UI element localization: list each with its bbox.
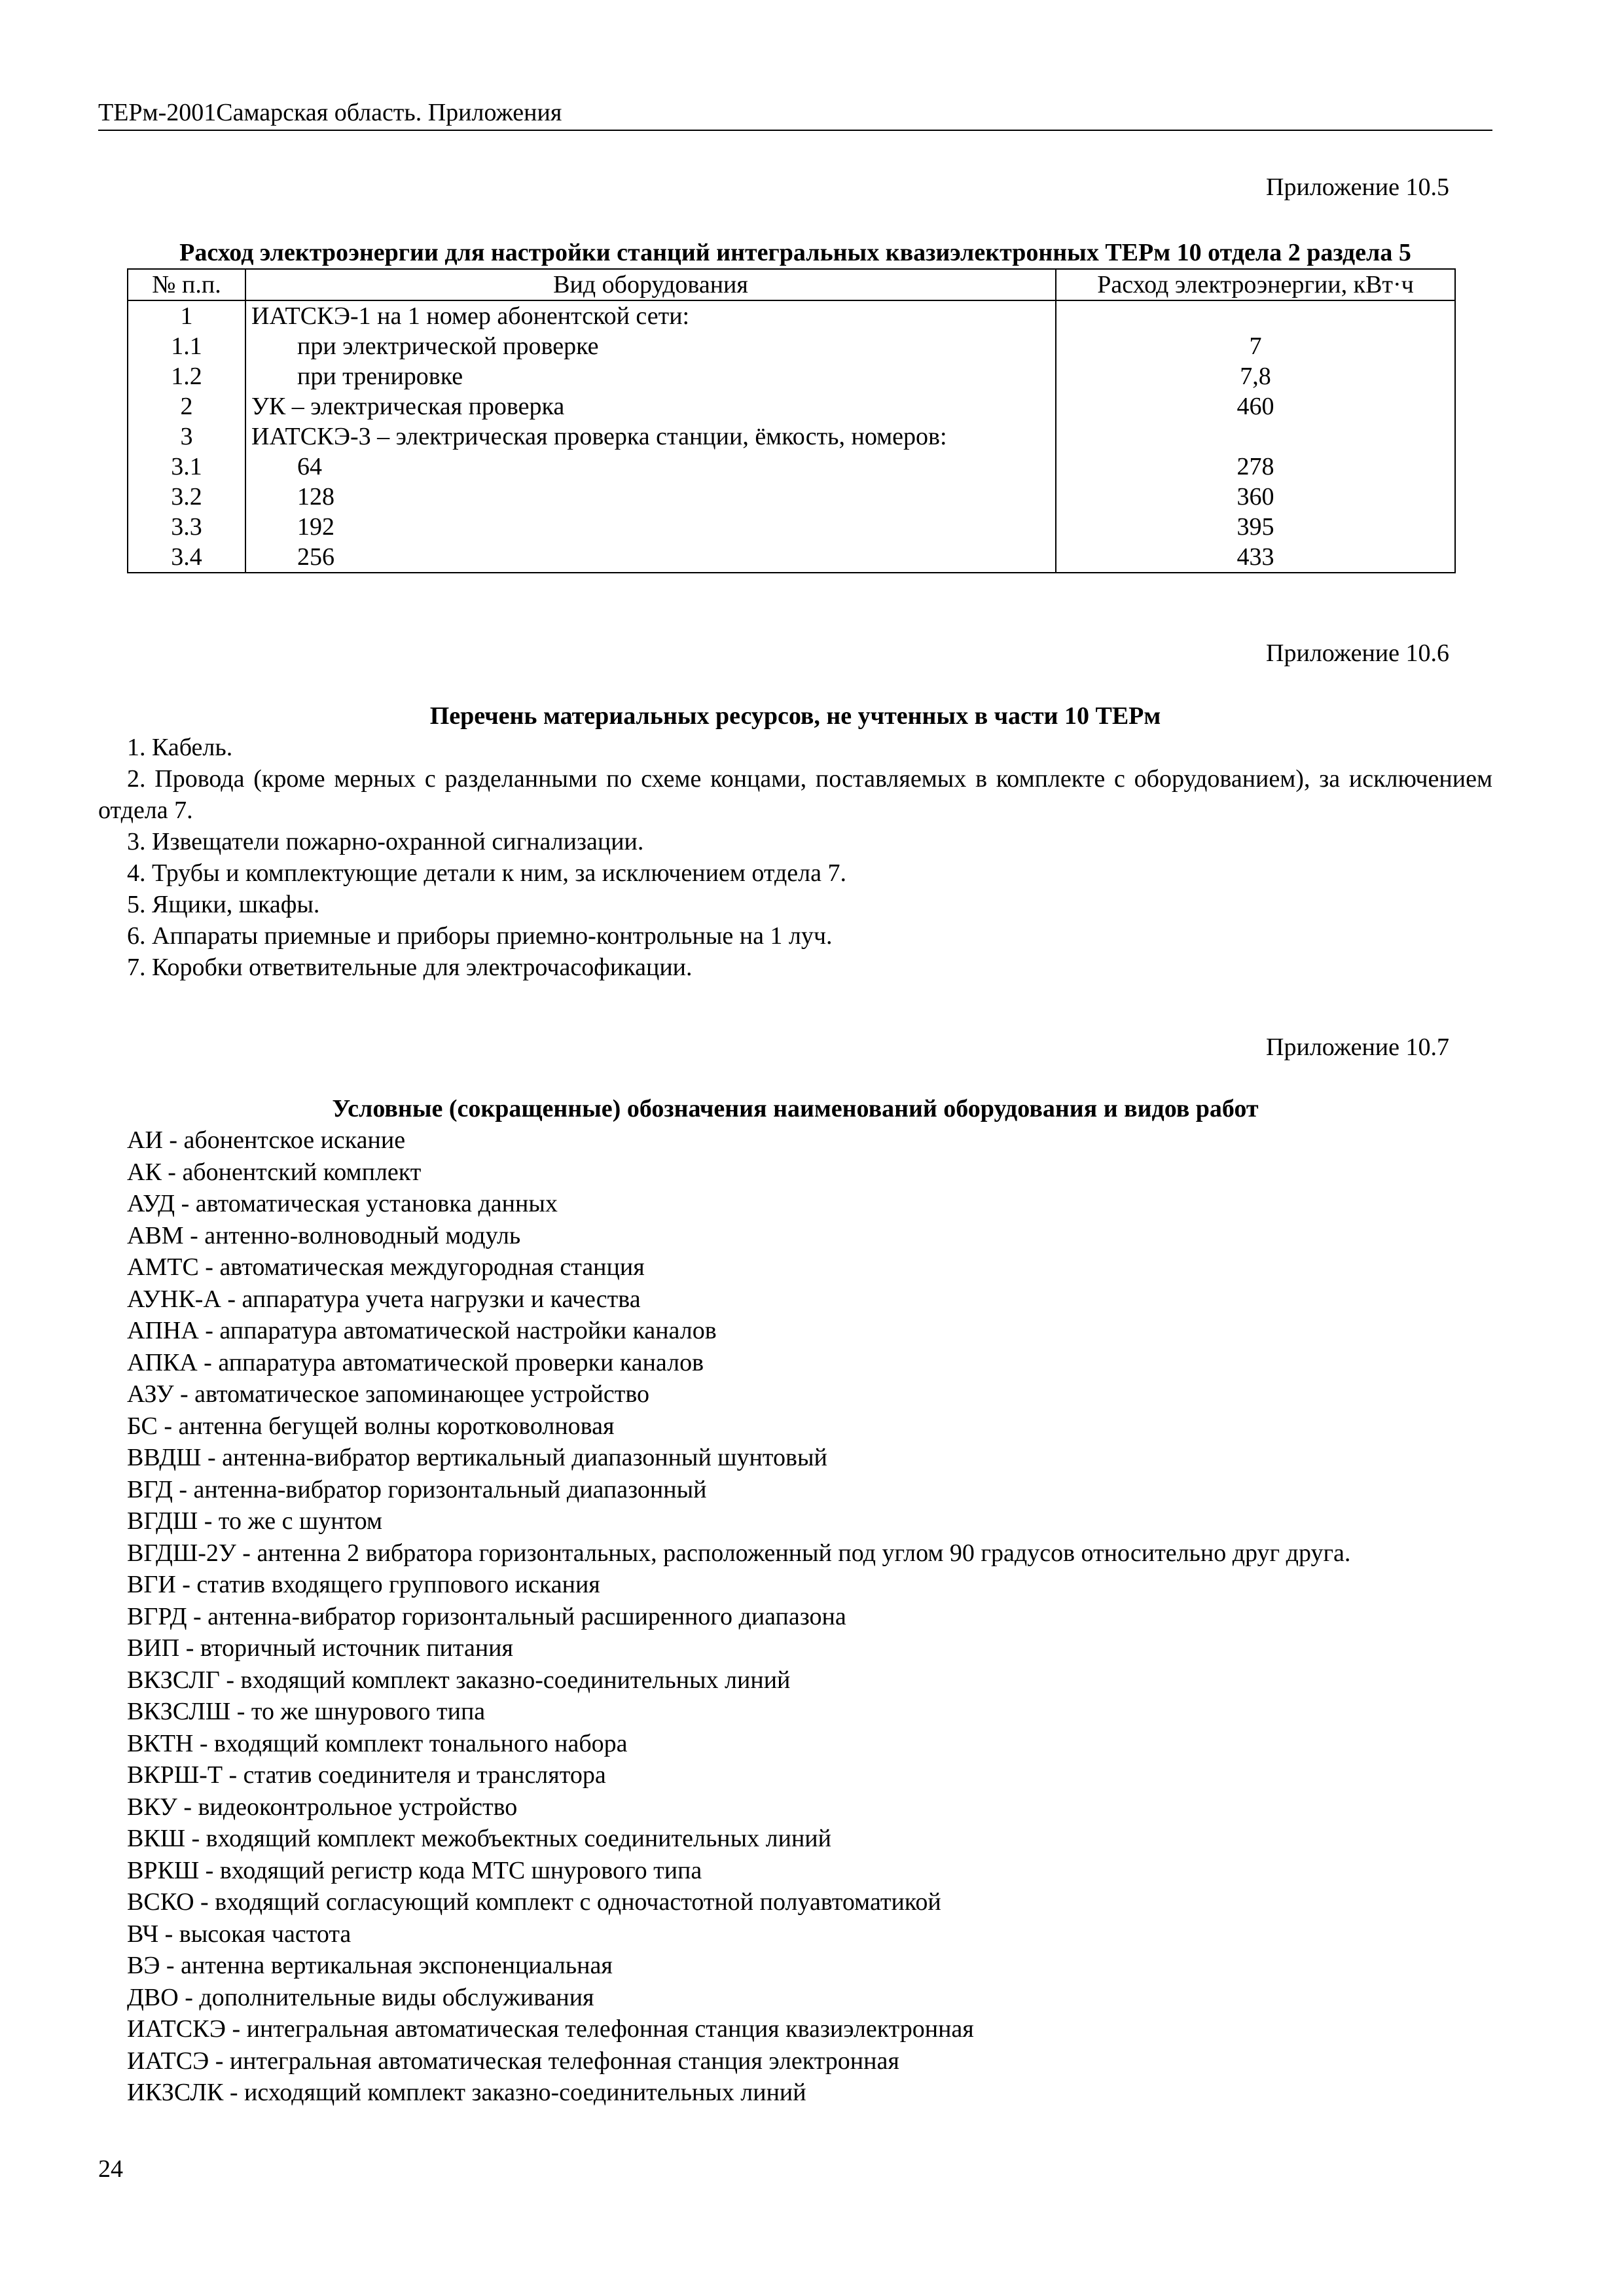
row-consumption: 360 [1056,482,1455,512]
row-number: 3 [128,422,245,452]
list-item: 5. Ящики, шкафы. [127,891,320,918]
list-item: ВКТН - входящий комплект тонального набора [127,1729,628,1757]
list-item: 1. Кабель. [127,734,233,761]
row-consumption: 395 [1056,512,1455,542]
list-item: ВГД - антенна-вибратор горизонтальный диапазонный [127,1475,707,1503]
row-equipment: при электрической проверке [245,331,1056,361]
appendix-10-7-label: Приложение 10.7 [1266,1033,1449,1061]
row-number: 2 [128,391,245,422]
list-item: 3. Извещатели пожарно-охранной сигнализации. [127,828,644,855]
materials-list [98,732,1492,983]
list-item: ВСКО - входящий согласующий комплект с одночастотной полуавтоматикой [127,1888,941,1916]
row-equipment: УК – электрическая проверка [245,391,1056,422]
column-header-consumption: Расход электроэнергии, кВт·ч [1056,269,1455,300]
table-row [128,300,1455,331]
list-item: ВИП - вторичный источник питания [127,1634,513,1662]
list-item: ДВО - дополнительные виды обслуживания [127,1983,594,2011]
list-item: АУНК-А - аппаратура учета нагрузки и качества [127,1285,641,1313]
list-item: ВКЗСЛГ - входящий комплект заказно-соединительных линий [127,1666,791,1694]
row-consumption: 433 [1056,542,1455,573]
row-equipment: при тренировке [245,361,1056,391]
row-equipment: 256 [245,542,1056,573]
table-row [128,482,1455,512]
list-item: ВГИ - статив входящего группового искания [127,1571,600,1598]
appendix-10-5-label: Приложение 10.5 [1266,173,1449,201]
row-consumption: 460 [1056,391,1455,422]
table-row [128,391,1455,422]
list-item: ИКЗСЛК - исходящий комплект заказно-соединительных линий [127,2079,806,2106]
list-item: ВГДШ - то же с шунтом [127,1507,383,1535]
list-item: АК - абонентский комплект [127,1158,422,1186]
table-row [128,422,1455,452]
table-row [128,452,1455,482]
row-consumption [1056,422,1455,452]
list-item: ИАТСКЭ - интегральная автоматическая телефонная станция квазиэлектронная [127,2015,974,2043]
list-item: АИ - абонентское искание [127,1126,406,1154]
table-row [128,361,1455,391]
abbreviations-list [98,1124,1492,2109]
appendix-10-5-title: Расход электроэнергии для настройки станций интегральных квазиэлектронных ТЕРм 10 отдела 2 раздела 5 [179,239,1411,266]
list-item: АПКА - аппаратура автоматической проверки каналов [127,1348,704,1376]
list-item: АМТС - автоматическая междугородная станция [127,1253,645,1281]
list-item: ВЧ - высокая частота [127,1920,352,1948]
list-item: ВРКШ - входящий регистр кода МТС шнурового типа [127,1856,702,1884]
electricity-consumption-table [127,268,1456,573]
row-number: 3.4 [128,542,245,573]
list-item: АУД - автоматическая установка данных [127,1190,558,1217]
row-number: 3.3 [128,512,245,542]
list-item: 2. Провода (кроме мерных с разделанными по схеме концами, поставляемых в комплекте с оборудованием), за исключением отдела 7. [98,765,1492,824]
list-item: БС - антенна бегущей волны коротковолновая [127,1412,615,1440]
row-consumption: 278 [1056,452,1455,482]
row-consumption: 7 [1056,331,1455,361]
running-header: ТЕРм-2001Самарская область. Приложения [98,98,1492,131]
list-item: ВКЗСЛШ - то же шнурового типа [127,1698,486,1725]
row-number: 1.1 [128,331,245,361]
list-item: 4. Трубы и комплектующие детали к ним, за исключением отдела 7. [127,859,846,887]
row-equipment: 64 [245,452,1056,482]
row-number: 3.2 [128,482,245,512]
page-number: 24 [98,2155,123,2183]
table-row [128,542,1455,573]
row-equipment: 192 [245,512,1056,542]
table-header-row [128,269,1455,300]
appendix-10-7-title: Условные (сокращенные) обозначения наименований оборудования и видов работ [332,1095,1259,1122]
row-equipment: ИАТСКЭ-3 – электрическая проверка станции, ёмкость, номеров: [245,422,1056,452]
document-page [98,0,1492,2296]
row-equipment: ИАТСКЭ-1 на 1 номер абонентской сети: [245,300,1056,331]
list-item: ВКШ - входящий комплект межобъектных соединительных линий [127,1825,831,1852]
table-row [128,512,1455,542]
list-item: ВГДШ-2У - антенна 2 вибратора горизонтальных, расположенный под углом 90 градусов относительно друг друга. [127,1539,1351,1567]
list-item: ИАТСЭ - интегральная автоматическая телефонная станция электронная [127,2047,899,2075]
row-number: 3.1 [128,452,245,482]
row-consumption [1056,300,1455,331]
column-header-equipment: Вид оборудования [245,269,1056,300]
row-equipment: 128 [245,482,1056,512]
list-item: ВКРШ-Т - статив соединителя и транслятора [127,1761,606,1789]
list-item: АВМ - антенно-волноводный модуль [127,1221,521,1249]
list-item: ВВДШ - антенна-вибратор вертикальный диапазонный шунтовый [127,1444,827,1471]
list-item: ВКУ - видеоконтрольное устройство [127,1793,518,1821]
table-row [128,331,1455,361]
list-item: АПНА - аппаратура автоматической настройки каналов [127,1317,717,1344]
row-number: 1 [128,300,245,331]
appendix-10-6-label: Приложение 10.6 [1266,639,1449,667]
list-item: 7. Коробки ответвительные для электрочасофикации. [127,954,693,981]
list-item: 6. Аппараты приемные и приборы приемно-контрольные на 1 луч. [127,922,833,950]
row-consumption: 7,8 [1056,361,1455,391]
list-item: АЗУ - автоматическое запоминающее устройство [127,1380,650,1408]
list-item: ВГРД - антенна-вибратор горизонтальный расширенного диапазона [127,1602,846,1630]
appendix-10-6-title: Перечень материальных ресурсов, не учтенных в части 10 ТЕРм [429,702,1161,730]
list-item: ВЭ - антенна вертикальная экспоненциальная [127,1952,613,1979]
row-number: 1.2 [128,361,245,391]
column-header-number: № п.п. [128,269,245,300]
